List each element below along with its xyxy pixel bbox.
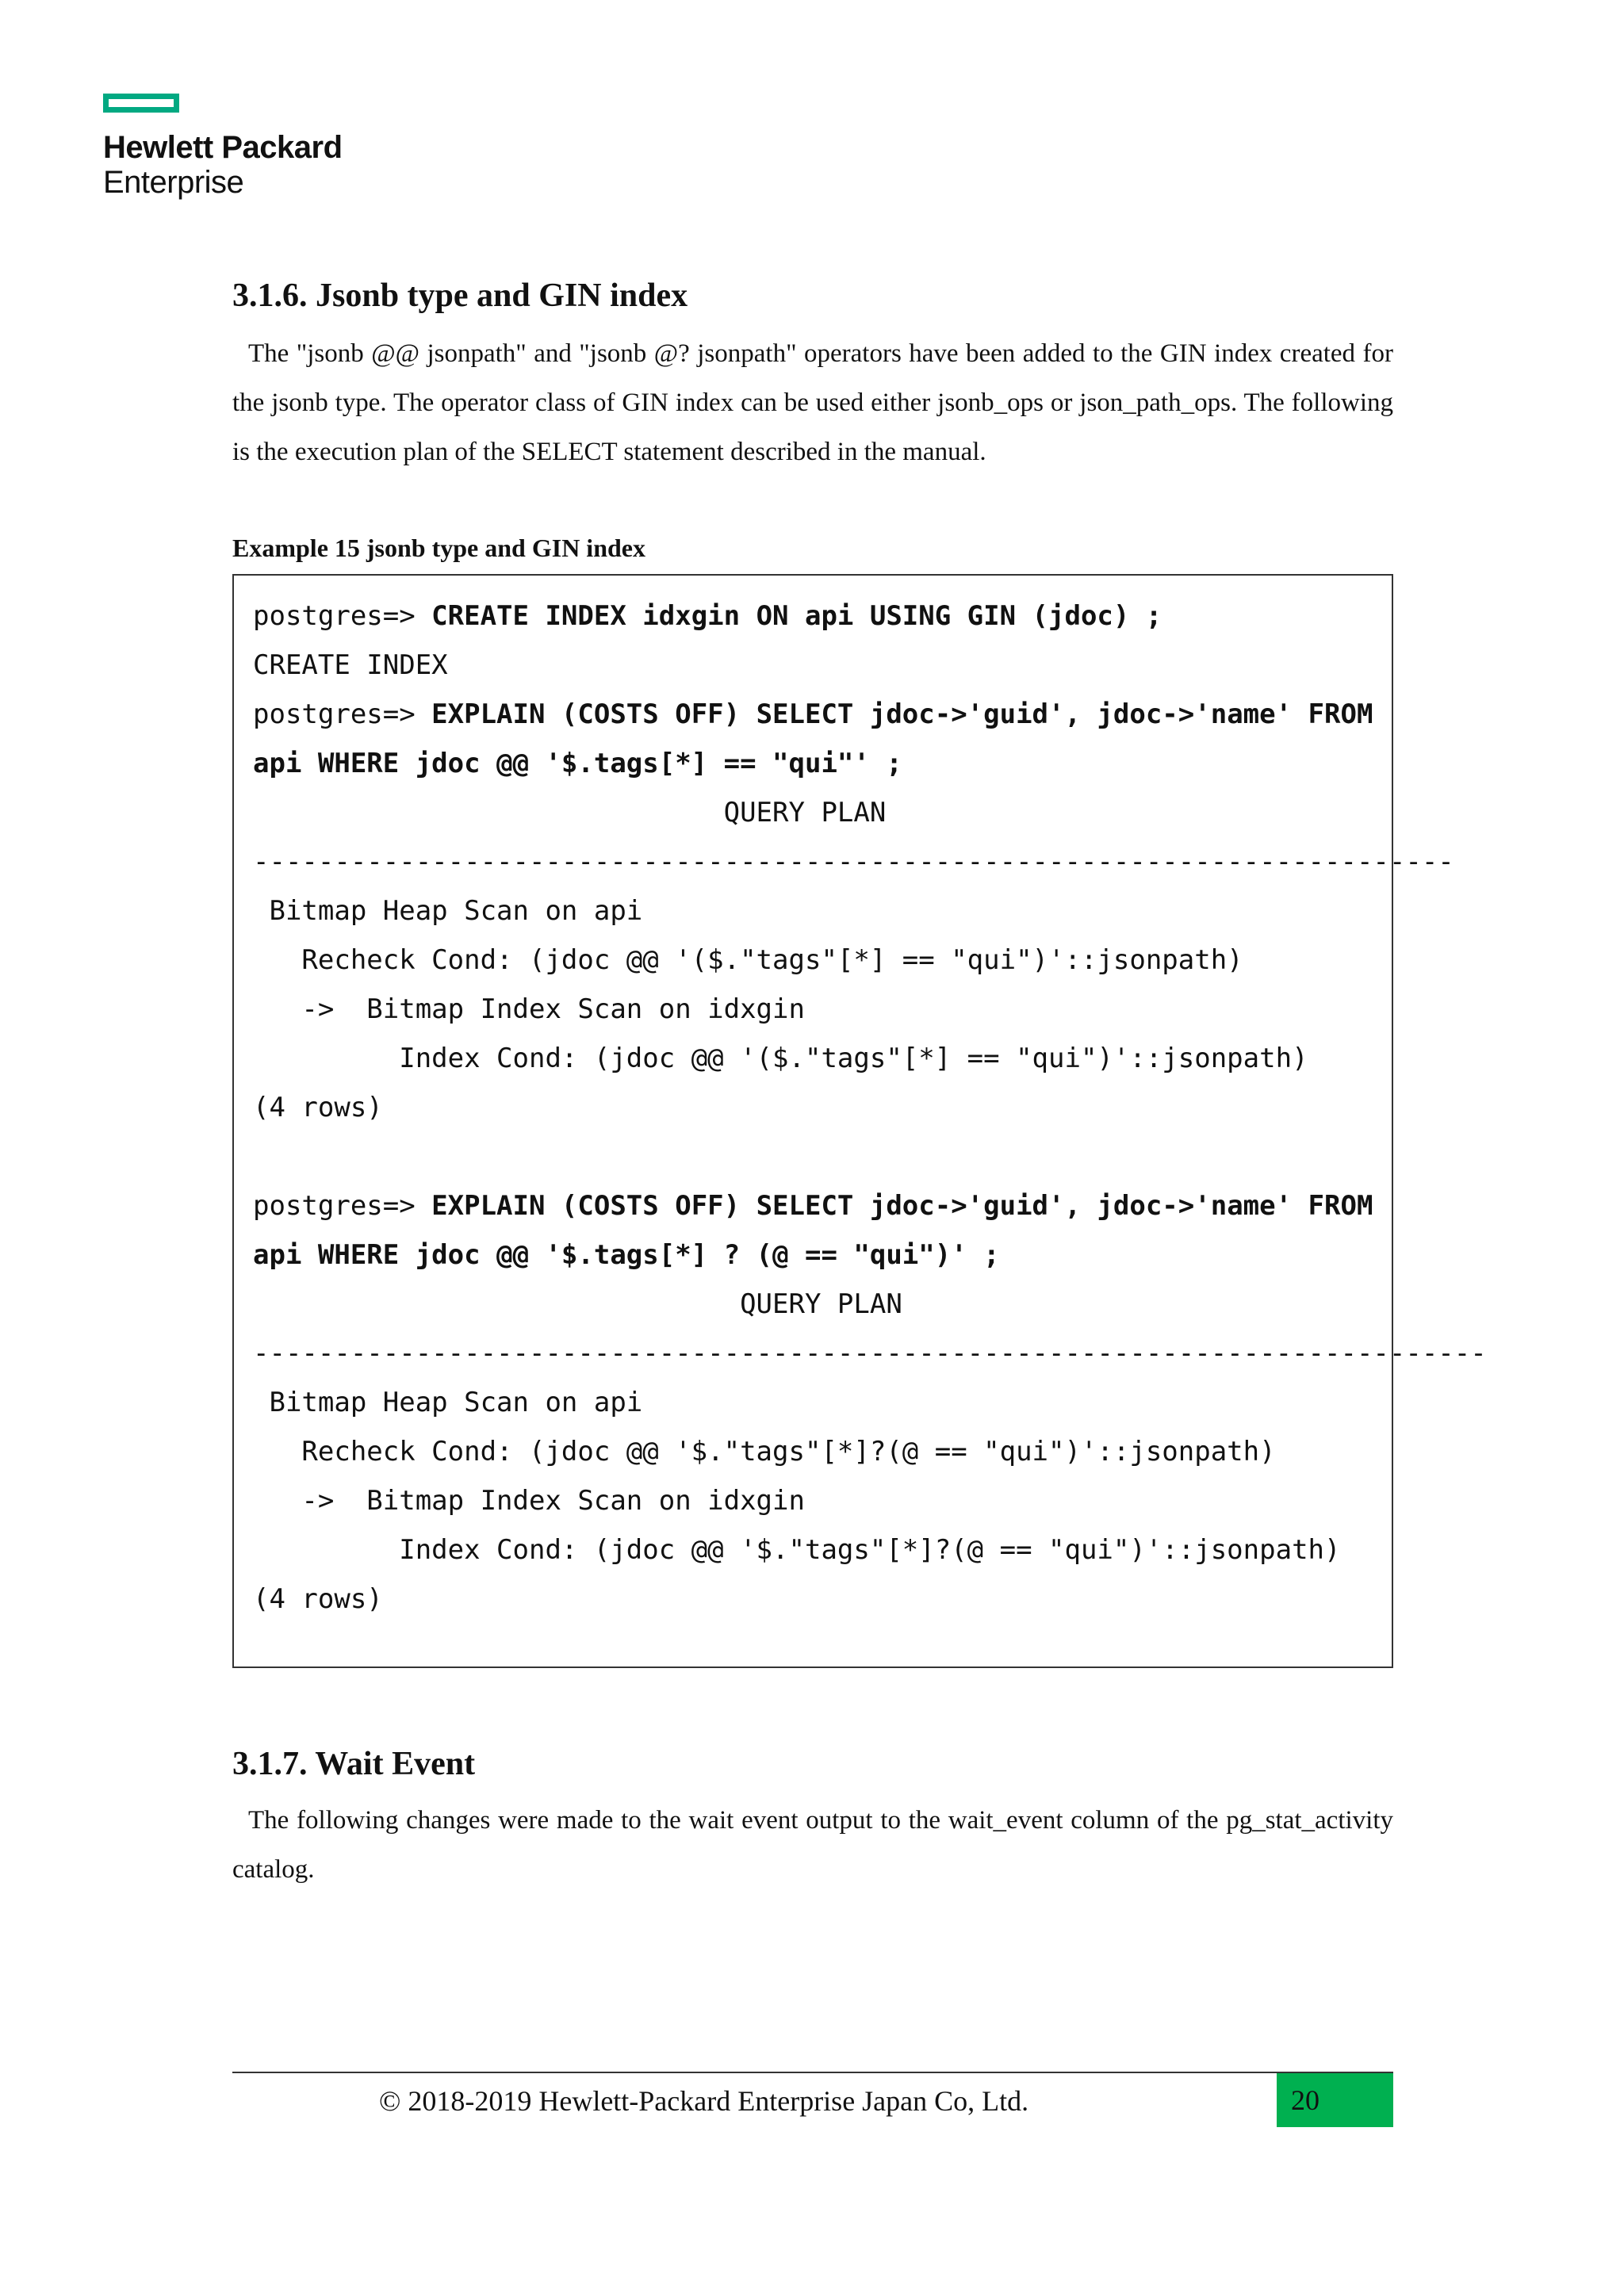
code-line: Bitmap Heap Scan on api <box>253 1387 643 1418</box>
page-number-box <box>1277 2073 1393 2127</box>
code-line: Index Cond: (jdoc @@ '$."tags"[*]?(@ == "qui")'::jsonpath) <box>253 1534 1341 1566</box>
hpe-logo <box>103 94 343 200</box>
code-prompt: postgres=> <box>253 1190 432 1222</box>
code-prompt: postgres=> <box>253 698 432 730</box>
code-line: QUERY PLAN <box>253 1288 902 1320</box>
code-line <box>253 690 1376 739</box>
page-number: 20 <box>1291 2084 1320 2116</box>
code-line: (4 rows) <box>253 1092 383 1123</box>
code-command: api WHERE jdoc @@ '$.tags[*] ? (@ == "qui")' ; <box>253 1239 1000 1271</box>
logo-text-line2: Enterprise <box>103 165 244 200</box>
section-paragraph-wait-event: The following changes were made to the wait event output to the wait_event column of the pg_stat_activity catalog. <box>232 1806 1393 1884</box>
example-caption: Example 15 jsonb type and GIN index <box>232 534 645 562</box>
logo-text-line1: Hewlett Packard <box>103 130 343 165</box>
code-line <box>253 1132 1376 1181</box>
code-line <box>253 739 1376 788</box>
code-command: EXPLAIN (COSTS OFF) SELECT jdoc->'guid', jdoc->'name' FROM <box>431 698 1373 730</box>
code-line: Recheck Cond: (jdoc @@ '$."tags"[*]?(@ == "qui")'::jsonpath) <box>253 1436 1276 1468</box>
code-command: api WHERE jdoc @@ '$.tags[*] == "qui"' ; <box>253 748 902 779</box>
code-line: QUERY PLAN <box>253 797 887 828</box>
code-line: ---------------------------------------------------------------------------- <box>253 1337 1487 1369</box>
section-paragraph-jsonb: The "jsonb @@ jsonpath" and "jsonb @? jsonpath" operators have been added to the GIN index created for the jsonb type. The operator class of GIN index can be used either jsonb_ops or json_path_ops. The following is the execution plan of the SELECT statement described in the manual. <box>232 339 1393 466</box>
footer-copyright: © 2018-2019 Hewlett-Packard Enterprise Japan Co, Ltd. <box>379 2085 1029 2117</box>
code-line <box>253 1181 1376 1230</box>
code-line <box>253 591 1376 641</box>
code-line: Bitmap Heap Scan on api <box>253 895 643 927</box>
code-listing <box>253 591 1487 1624</box>
section-heading-jsonb: 3.1.6. Jsonb type and GIN index <box>232 277 688 314</box>
code-prompt: postgres=> <box>253 600 432 632</box>
code-command: EXPLAIN (COSTS OFF) SELECT jdoc->'guid', jdoc->'name' FROM <box>431 1190 1373 1222</box>
footer-rule <box>232 2072 1393 2073</box>
code-command: CREATE INDEX idxgin ON api USING GIN (jdoc) ; <box>431 600 1162 632</box>
code-line <box>253 1230 1376 1280</box>
logo-mark <box>103 94 179 113</box>
code-line: -> Bitmap Index Scan on idxgin <box>253 993 805 1025</box>
code-line: Recheck Cond: (jdoc @@ '($."tags"[*] == "qui")'::jsonpath) <box>253 944 1243 976</box>
code-line: (4 rows) <box>253 1583 383 1615</box>
code-line: -------------------------------------------------------------------------- <box>253 846 1454 878</box>
section-heading-wait-event: 3.1.7. Wait Event <box>232 1746 476 1782</box>
code-line: Index Cond: (jdoc @@ '($."tags"[*] == "qui")'::jsonpath) <box>253 1043 1308 1074</box>
code-line: CREATE INDEX <box>253 649 448 681</box>
code-block <box>232 574 1487 1668</box>
code-line: -> Bitmap Index Scan on idxgin <box>253 1485 805 1517</box>
